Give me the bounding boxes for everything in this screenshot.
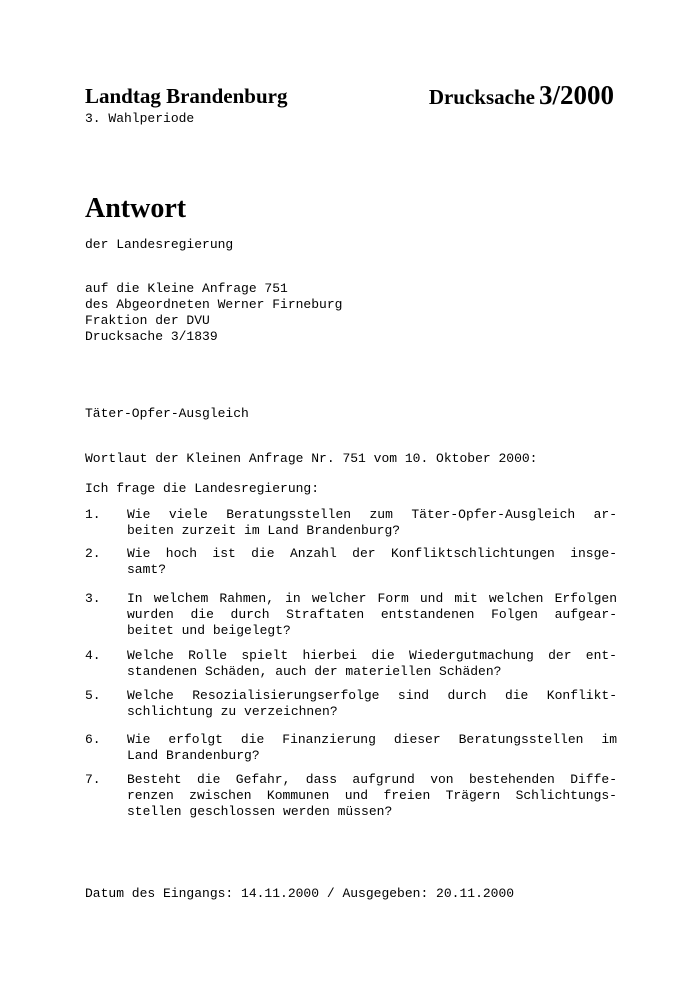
question-text bbox=[127, 732, 617, 764]
question-number: 5. bbox=[85, 688, 101, 703]
question-number: 2. bbox=[85, 546, 101, 561]
question-line: beitet und beigelegt? bbox=[127, 623, 291, 638]
question-text bbox=[127, 546, 617, 578]
inquiry-line: Drucksache 3/1839 bbox=[85, 329, 218, 344]
question-number: 3. bbox=[85, 591, 101, 606]
question-line: Besteht die Gefahr, dass aufgrund von bestehenden Diffe- bbox=[127, 772, 617, 787]
question-text bbox=[127, 688, 617, 720]
question-number: 6. bbox=[85, 732, 101, 747]
wording-line: Wortlaut der Kleinen Anfrage Nr. 751 vom 10. Oktober 2000: bbox=[85, 451, 538, 466]
inquiry-reference bbox=[85, 281, 342, 345]
subtitle: der Landesregierung bbox=[85, 237, 234, 252]
question-line: Welche Resozialisierungserfolge sind durch die Konflikt- bbox=[127, 688, 617, 703]
question-text bbox=[127, 591, 617, 639]
question-number: 4. bbox=[85, 648, 101, 663]
inquiry-line: des Abgeordneten Werner Firneburg bbox=[85, 297, 343, 312]
question-line: samt? bbox=[127, 562, 167, 577]
question-text bbox=[127, 772, 617, 820]
topic-heading: Täter-Opfer-Ausgleich bbox=[85, 406, 249, 421]
doc-number: 3/2000 bbox=[538, 80, 614, 110]
question-line: Land Brandenburg? bbox=[127, 748, 260, 763]
question-line: standenen Schäden, auch der materiellen Schäden? bbox=[127, 664, 502, 679]
inquiry-line: Fraktion der DVU bbox=[85, 313, 210, 328]
question-line: Wie erfolgt die Finanzierung dieser Beratungsstellen im bbox=[127, 732, 617, 747]
doc-reference bbox=[429, 80, 614, 111]
parliament-name: Landtag Brandenburg bbox=[85, 84, 288, 108]
question-line: renzen zwischen Kommunen und freien Trägern Schlichtungs- bbox=[127, 788, 617, 803]
question-number: 1. bbox=[85, 507, 101, 522]
question-line: beiten zurzeit im Land Brandenburg? bbox=[127, 523, 401, 538]
page-title: Antwort bbox=[85, 193, 187, 224]
intro-line: Ich frage die Landesregierung: bbox=[85, 481, 320, 496]
inquiry-line: auf die Kleine Anfrage 751 bbox=[85, 281, 288, 296]
footer-dates: Datum des Eingangs: 14.11.2000 / Ausgegeben: 20.11.2000 bbox=[85, 886, 515, 901]
question-text bbox=[127, 507, 617, 539]
question-number: 7. bbox=[85, 772, 101, 787]
question-line: Wie viele Beratungsstellen zum Täter-Opfer-Ausgleich ar- bbox=[127, 507, 617, 522]
question-line: Wie hoch ist die Anzahl der Konfliktschlichtungen insge- bbox=[127, 546, 617, 561]
doc-label: Drucksache bbox=[428, 85, 535, 109]
question-line: schlichtung zu verzeichnen? bbox=[127, 704, 338, 719]
election-period: 3. Wahlperiode bbox=[85, 111, 195, 126]
question-line: wurden die durch Straftaten entstandenen Folgen aufgear- bbox=[127, 607, 617, 622]
question-line: Welche Rolle spielt hierbei die Wiedergutmachung der ent- bbox=[127, 648, 617, 663]
question-text bbox=[127, 648, 617, 680]
question-line: In welchem Rahmen, in welcher Form und mit welchen Erfolgen bbox=[127, 591, 617, 606]
question-line: stellen geschlossen werden müssen? bbox=[127, 804, 393, 819]
